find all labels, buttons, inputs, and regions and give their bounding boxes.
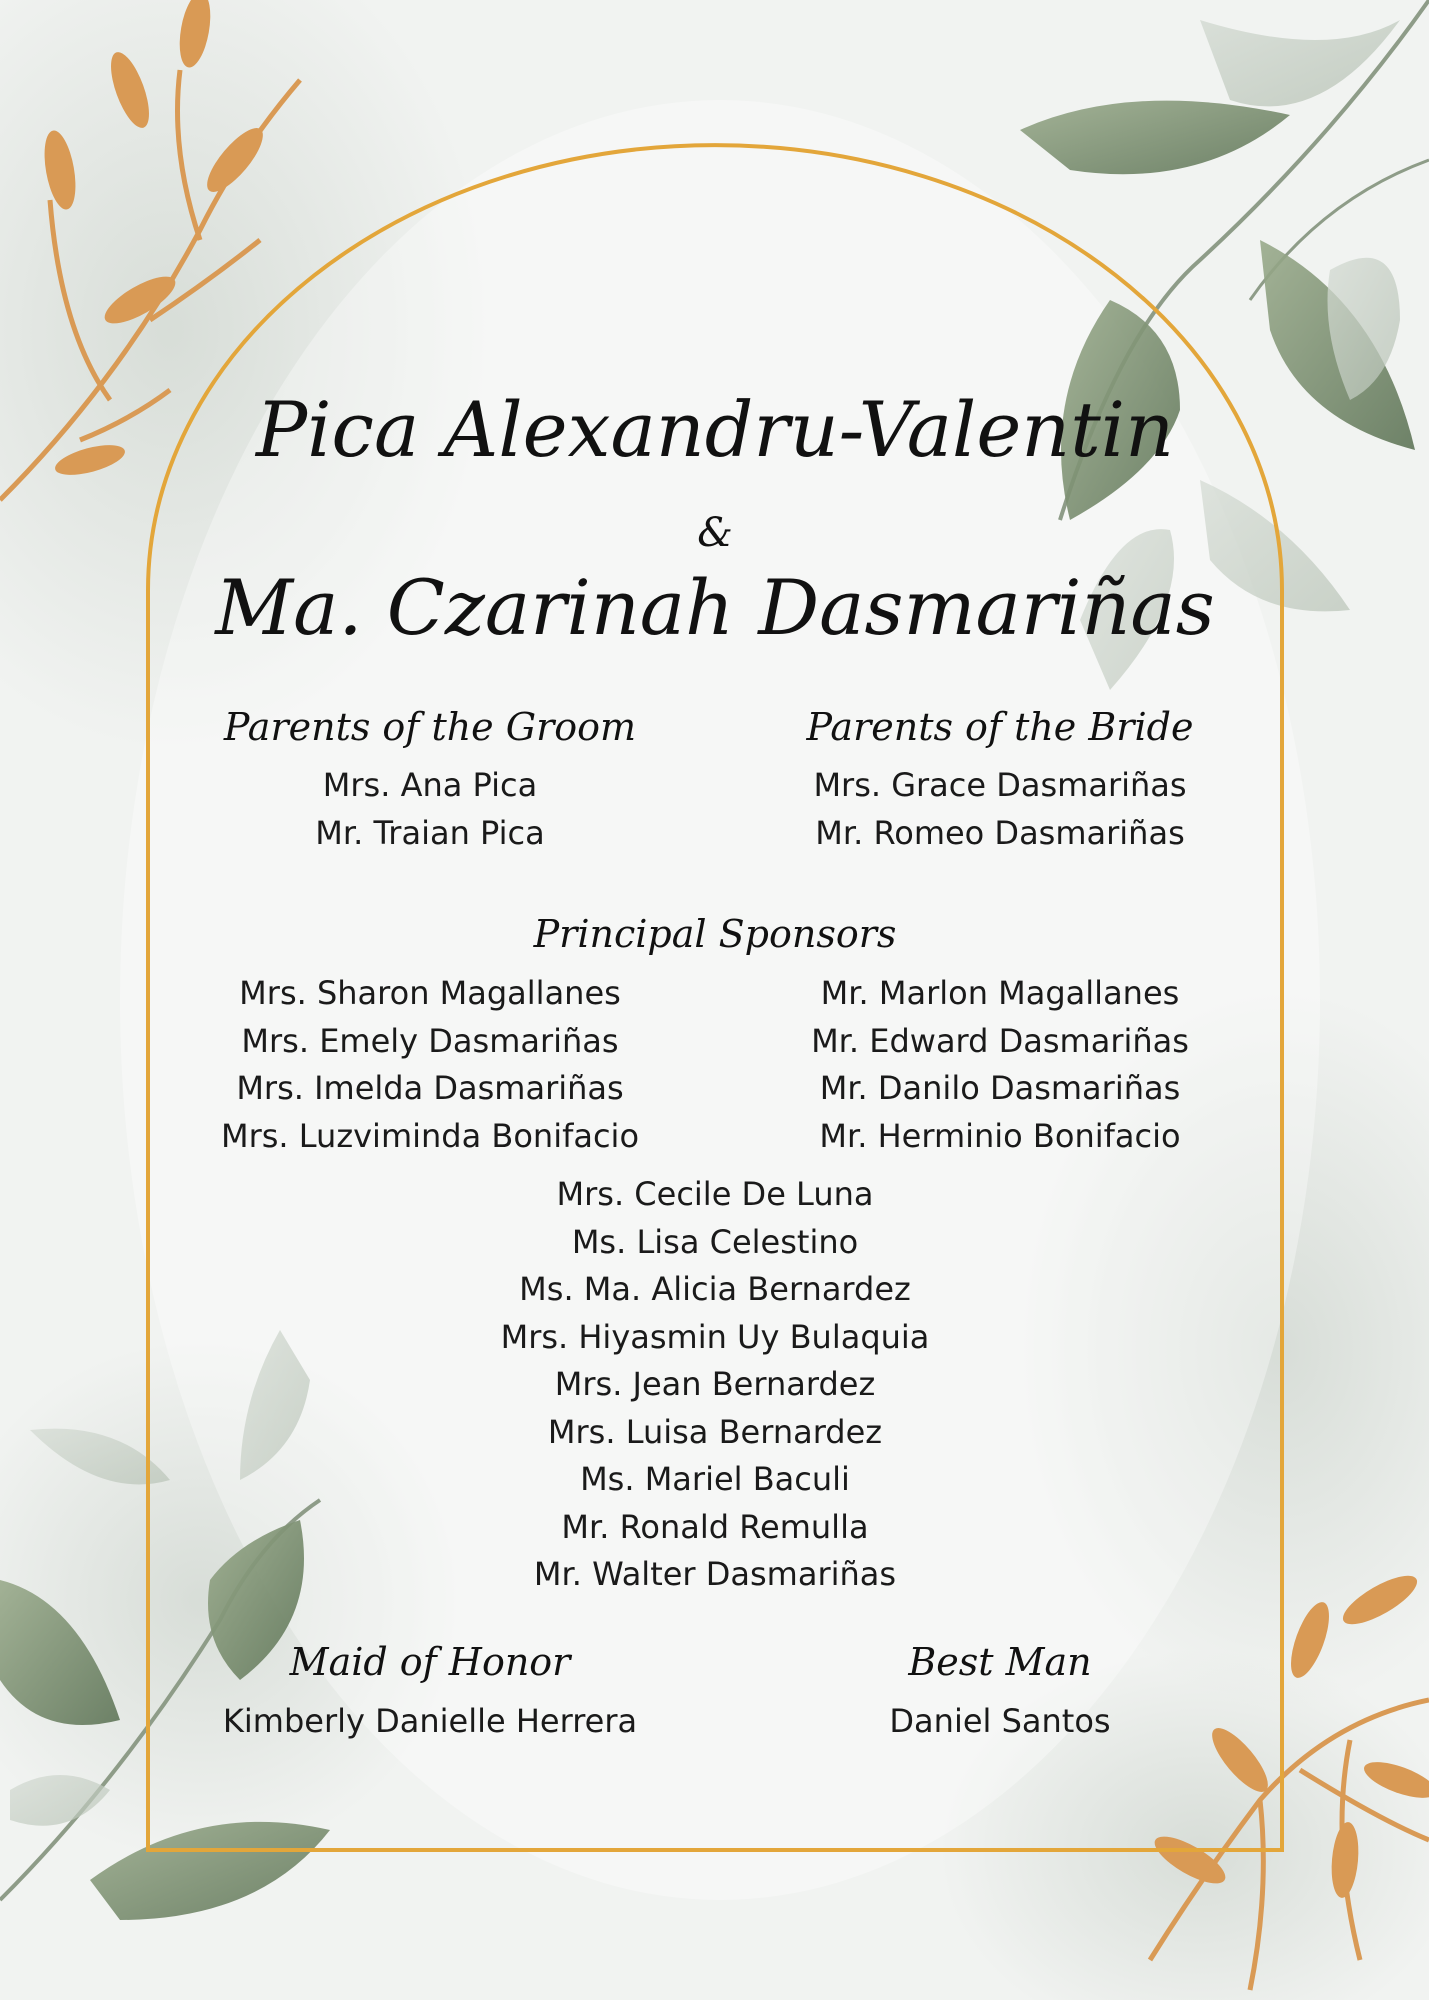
- list-item: Mrs. Luisa Bernardez: [547, 1412, 883, 1451]
- maid-of-honor-heading: Maid of Honor: [289, 1640, 571, 1684]
- list-item: Mrs. Luzviminda Bonifacio: [220, 1116, 640, 1155]
- sponsors-center-list: [415, 1171, 1015, 1599]
- list-item: Mr. Danilo Dasmariñas: [819, 1069, 1181, 1107]
- best-man-name: Daniel Santos: [889, 1702, 1111, 1740]
- sponsors-left-list: [170, 970, 690, 1160]
- list-item: Mr. Marlon Magallanes: [820, 974, 1180, 1012]
- parents-bride-heading: Parents of the Bride: [806, 705, 1194, 749]
- ampersand: &: [697, 510, 733, 556]
- list-item: Mrs. Emely Dasmariñas: [241, 1021, 619, 1060]
- parents-groom-heading: Parents of the Groom: [223, 705, 637, 749]
- list-item: Mrs. Jean Bernardez: [554, 1365, 876, 1403]
- list-item: Mr. Romeo Dasmariñas: [815, 813, 1185, 852]
- parents-bride-list: [750, 762, 1250, 857]
- list-item: Mr. Herminio Bonifacio: [819, 1116, 1181, 1155]
- list-item: Mrs. Ana Pica: [322, 766, 538, 804]
- list-item: Ms. Mariel Baculi: [580, 1460, 850, 1498]
- list-item: Mr. Ronald Remulla: [561, 1507, 869, 1546]
- list-item: Mrs. Sharon Magallanes: [239, 974, 621, 1012]
- list-item: Ms. Lisa Celestino: [571, 1222, 859, 1261]
- list-item: Mrs. Hiyasmin Uy Bulaquia: [500, 1317, 930, 1356]
- groom-name: Pica Alexandru-Valentin: [255, 385, 1175, 474]
- list-item: Mr. Edward Dasmariñas: [811, 1021, 1189, 1060]
- list-item: Ms. Ma. Alicia Bernardez: [519, 1270, 911, 1308]
- list-item: Mrs. Imelda Dasmariñas: [236, 1069, 624, 1107]
- list-item: Mr. Walter Dasmariñas: [533, 1555, 897, 1593]
- parents-groom-list: [180, 762, 680, 857]
- list-item: Mr. Traian Pica: [315, 813, 545, 852]
- list-item: Mrs. Grace Dasmariñas: [813, 766, 1187, 804]
- principal-sponsors-heading: Principal Sponsors: [533, 912, 897, 956]
- bride-name: Ma. Czarinah Dasmariñas: [215, 563, 1215, 652]
- sponsors-right-list: [740, 970, 1260, 1160]
- list-item: Mrs. Cecile De Luna: [556, 1175, 874, 1213]
- best-man-heading: Best Man: [908, 1640, 1092, 1684]
- maid-of-honor-name: Kimberly Danielle Herrera: [222, 1702, 638, 1740]
